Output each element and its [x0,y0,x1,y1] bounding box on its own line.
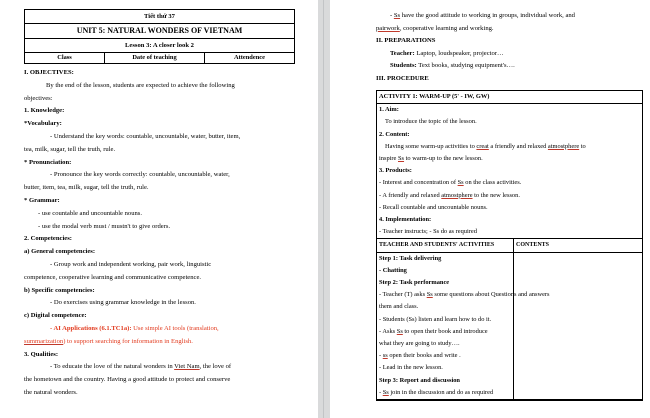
ss-word-7: Ss [382,388,389,396]
students-prep-value: Text books, studying equipment's…. [416,62,515,70]
content-line-2 [377,153,642,165]
implementation-line: - Teacher instructs; - Ss do as required [377,226,642,239]
t8a: - [379,388,383,396]
attitude-line-2-rest: , cooperative learning and working. [399,24,494,32]
prod-1c: on the class activities. [463,179,522,187]
specific-competencies-line-1: - Do exercises using grammar knowledge in the lesson. [50,299,196,307]
content-1a: Having some warm-up activities to [385,142,477,150]
right-intro [376,10,638,86]
attitude-dash: - [390,12,394,19]
chatting-line: - Chatting [379,266,407,274]
t1c: some questions about Questions and answers [432,291,550,299]
pronunciation-line-1: - Pronounce the key words correctly: countable, uncountable, water, [50,171,230,179]
teacher-label: Teacher: [390,49,415,57]
vocabulary-line-2: tea, milk, sugar, tell the truth, rule. [24,145,116,153]
col-class: Class [25,53,105,64]
competencies-heading: 2. Competencies: [24,235,72,243]
page-gutter [318,0,330,418]
content-2a: inspire [379,155,398,163]
grammar-line-2: - use the modal verb must / mustn't to give orders. [38,222,171,230]
digital-competence-heading: c) Digital competence: [24,312,87,320]
t6a: - [379,352,383,360]
activity-1-heading: ACTIVITY 1: WARM-UP (5' - IW, GW) [377,91,642,104]
qualities-line-1 [24,361,295,374]
products-line-3: - Recall countable and uncountable nouns. [379,203,488,211]
page-divider [323,0,324,418]
t4a: - Asks [379,327,397,335]
qualities-heading: 3. Qualities: [24,350,59,358]
lesson-title: Lesson 3: A closer look 2 [25,39,295,53]
specific-competencies-heading: b) Specific competencies: [24,286,95,294]
objectives-intro-line-2: objectives: [24,94,53,102]
teacher-prep-line [376,48,638,61]
products-line-2 [377,190,642,202]
qualities-line-1-a: - To educate the love of the natural wonders in [50,363,173,371]
lesson-number: Tiết thứ 37 [25,10,295,24]
students-label: Students: [390,62,417,70]
ai-tools-text: Use simple AI tools (translation, [133,324,219,332]
atmostphere-word: atmostphere [547,142,580,150]
grammar-line-1: - use countable and uncountable nouns. [38,209,143,217]
content-1c: a friendly and relaxed [488,142,548,150]
qualities-line-1-c: , the love of [199,363,232,371]
teacher-prep-value: Laptop, loudspeaker, projector… [414,49,504,57]
students-prep-line [376,60,638,73]
ai-applications-label: - AI Applications (6.1.TC1a): [50,324,132,332]
contents-cell [514,253,642,399]
attitude-line-1 [376,10,638,23]
vocabulary-line-1: - Understand the key words: countable, uncountable, water, butter, item, [50,132,241,140]
ss-word: Ss [393,12,401,19]
lesson-header-table [24,9,295,64]
viet-nam-word: Viet Nam [174,363,200,371]
attitude-text: have the good attitude to working in groups, individual work, and [400,12,575,19]
general-competencies-line-1: - Group work and independent working, pair work, linguistic [50,260,212,268]
content-2c: to warm-up to the new lesson. [404,155,483,163]
t8c: join in the discussion and do as required [388,388,494,396]
ss-word-2: Ss [398,155,405,163]
summarization-word: summarization [24,337,64,345]
content-1e: to [579,142,586,150]
general-competencies-line-2: competence, cooperative learning and communicative competence. [24,273,202,281]
lead-in-line: - Lead in the new lesson. [379,364,443,372]
content-heading: 2. Content: [379,130,410,138]
aim-heading: 1. Aim: [379,106,399,114]
procedure-heading: III. PROCEDURE [376,74,429,82]
digital-competence-line-2 [24,336,295,349]
content-line-1 [377,141,642,153]
t4c: to open their book and introduce [402,327,488,335]
digital-competence-line-1 [24,323,295,336]
document-page-left [0,0,318,418]
what-to-study-line: what they are going to study…. [379,340,460,348]
knowledge-heading: 1. Knowledge: [24,107,65,115]
products-line-1 [377,177,642,189]
unit-title: UNIT 5: NATURAL WONDERS OF VIETNAM [25,24,295,39]
them-and-class-line: them and class. [379,303,419,311]
asks-open-book-line [377,326,513,338]
pronunciation-line-2: butter, item, tea, milk, sugar, tell the truth, rule. [24,184,149,192]
pronunciation-heading: * Pronunciation: [24,158,72,166]
grammar-heading: * Grammar: [24,196,60,204]
objectives-heading: I. OBJECTIVES: [24,69,74,76]
join-discussion-line [377,387,513,399]
products-heading: 3. Products: [379,167,412,175]
vocabulary-heading: *Vocabulary: [24,120,62,128]
col-attendence: Attendence [205,53,295,64]
activity-table [376,90,643,401]
col-activities-header: TEACHER AND STUDENTS' ACTIVITIES [377,239,514,251]
document-page-right [330,0,650,418]
creat-word: creat [476,142,489,150]
implementation-heading: 4. Implementation: [379,216,432,224]
t6c: open their books and write . [387,352,461,360]
left-body [24,67,295,400]
digital-competence-rest: ) to support searching for information in English. [63,337,193,345]
ss-word-5: Ss [396,327,403,335]
prod-2a: - A friendly and relaxed [379,191,442,199]
teacher-asks-line [377,289,550,301]
t1a: - Teacher (T) asks [379,291,427,299]
general-competencies-heading: a) General competencies: [24,248,96,256]
step-2-heading: Step 2: Task performance [379,279,450,287]
aim-line: To introduce the topic of the lesson. [385,118,477,126]
qualities-line-3: the natural wonders. [24,388,78,396]
atmostphere-word-2: atmostphere [441,191,473,199]
col-contents-header: CONTENTS [516,242,550,249]
ss-word-3: Ss [457,179,464,187]
col-date: Date of teaching [105,53,205,64]
ss-word-6: ss [382,352,388,360]
open-books-line [377,350,513,362]
students-listen-line: - Students (Ss) listen and learn how to do it. [379,315,492,323]
activities-body-row [377,253,642,400]
activities-cell [377,253,550,399]
objectives-intro-line-1: By the end of the lesson, students are expected to achieve the following [46,81,235,89]
prod-1a: - Interest and concentration of [379,179,458,187]
step-3-heading: Step 3: Report and discussion [379,376,460,384]
pairwork-word: pairwork [376,24,400,32]
qualities-line-2: the hometown and the country. Having a good attitude to protect and conserve [24,376,231,384]
ss-word-4: Ss [426,291,433,299]
activities-header-row [377,239,642,252]
step-1-heading: Step 1: Task delivering [379,254,442,262]
preparations-heading: II. PREPARATIONS [376,37,436,45]
attitude-line-2 [376,23,638,36]
prod-2c: to the new lesson. [472,191,520,199]
